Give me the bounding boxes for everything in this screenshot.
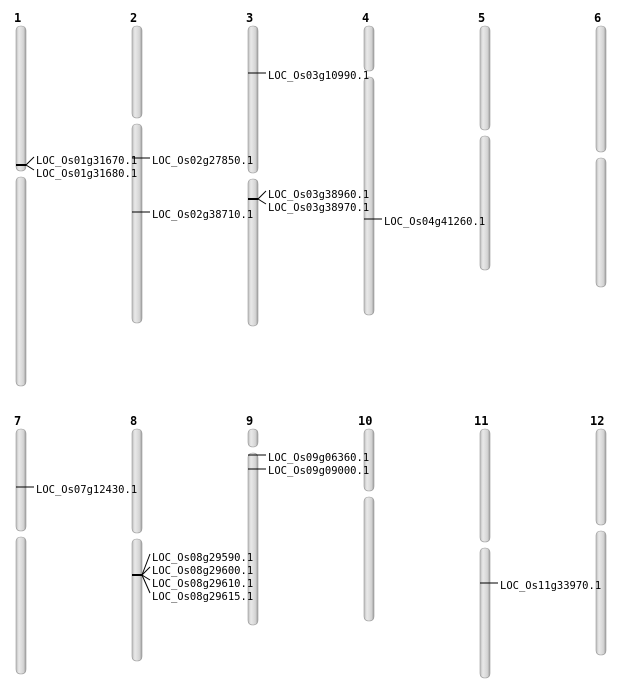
gene-label: LOC_Os01g31670.1 [36, 155, 138, 167]
chromosome-5-label: 5 [478, 11, 486, 25]
gene-label: LOC_Os03g10990.1 [268, 70, 370, 82]
chromosome-8-short-arm [132, 429, 142, 533]
chromosome-6 [596, 26, 606, 287]
chromosome-8 [132, 429, 142, 661]
chromosome-5-short-arm [480, 26, 490, 130]
gene-label: LOC_Os09g06360.1 [268, 452, 370, 464]
chromosome-6-label: 6 [594, 11, 602, 25]
chromosome-2-short-arm [132, 26, 142, 118]
chromosome-7-short-arm [16, 429, 26, 531]
chromosome-5-long-arm [480, 136, 490, 270]
gene-label: LOC_Os09g09000.1 [268, 465, 370, 477]
gene-label: LOC_Os03g38970.1 [268, 202, 370, 214]
chromosome-3-long-arm [248, 179, 258, 326]
chromosome-8-label: 8 [130, 414, 138, 428]
gene-label: LOC_Os01g31680.1 [36, 168, 138, 180]
chromosome-11-short-arm [480, 429, 490, 542]
chromosome-6-long-arm [596, 158, 606, 287]
chromosome-3 [248, 26, 258, 326]
chromosome-3-short-arm [248, 26, 258, 173]
chromosome-1-short-arm [16, 26, 26, 171]
gene-label: LOC_Os08g29615.1 [152, 591, 254, 603]
chromosome-12-short-arm [596, 429, 606, 525]
gene-connector-line [26, 165, 34, 170]
chromosome-11 [480, 429, 490, 678]
gene-label: LOC_Os08g29610.1 [152, 578, 254, 590]
chromosome-1 [16, 26, 26, 386]
chromosome-1-label: 1 [14, 11, 22, 25]
chromosome-3-label: 3 [246, 11, 254, 25]
chromosome-7-label: 7 [14, 414, 22, 428]
chromosome-10-long-arm [364, 497, 374, 621]
gene-connector-line [258, 199, 266, 204]
gene-label: LOC_Os08g29600.1 [152, 565, 254, 577]
chromosome-4-label: 4 [362, 11, 370, 25]
gene-connector-line [26, 157, 34, 165]
gene-label: LOC_Os03g38960.1 [268, 189, 370, 201]
chromosome-5 [480, 26, 490, 270]
gene-label: LOC_Os04g41260.1 [384, 216, 486, 228]
gene-label: LOC_Os08g29590.1 [152, 552, 254, 564]
chromosome-9-label: 9 [246, 414, 254, 428]
chromosome-2-long-arm [132, 124, 142, 323]
chromosome-7 [16, 429, 26, 674]
chromosome-8-long-arm [132, 539, 142, 661]
chromosome-6-short-arm [596, 26, 606, 152]
chromosome-12-long-arm [596, 531, 606, 655]
gene-label: LOC_Os11g33970.1 [500, 580, 602, 592]
gene-connector-line [258, 191, 266, 199]
gene-label: LOC_Os07g12430.1 [36, 484, 138, 496]
gene-label: LOC_Os02g27850.1 [152, 155, 254, 167]
chromosome-9-short-arm [248, 429, 258, 447]
gene-connector-line [142, 554, 150, 575]
gene-label: LOC_Os02g38710.1 [152, 209, 254, 221]
chromosome-12-label: 12 [590, 414, 605, 428]
chromosome-10-label: 10 [358, 414, 373, 428]
chromosome-11-long-arm [480, 548, 490, 678]
chromosome-2-label: 2 [130, 11, 138, 25]
chromosome-12 [596, 429, 606, 655]
chromosome-11-label: 11 [474, 414, 489, 428]
chromosome-4-short-arm [364, 26, 374, 71]
chromosome-1-long-arm [16, 177, 26, 386]
chromosome-7-long-arm [16, 537, 26, 674]
